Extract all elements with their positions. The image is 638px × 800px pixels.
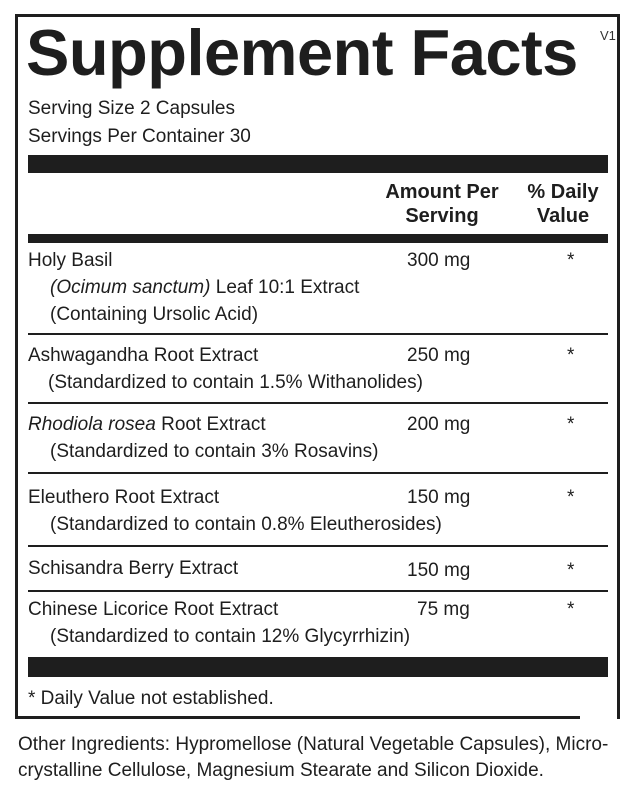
ingredient-dv: * (567, 345, 575, 366)
ingredient-amount: 200 mg (407, 414, 471, 435)
ingredient-amount: 150 mg (407, 560, 471, 581)
ingredient-source (50, 277, 359, 299)
ingredient-dv: * (567, 487, 575, 508)
ingredient-note: (Standardized to contain 3% Rosavins) (50, 441, 379, 462)
ingredient-note: (Containing Ursolic Acid) (50, 304, 259, 325)
other-ingredients (18, 732, 630, 784)
ingredient-note: (Standardized to contain 0.8% Eleutherosides) (50, 514, 442, 535)
row-divider (28, 590, 608, 592)
ingredient-name: Eleuthero Root Extract (28, 487, 220, 508)
row-divider (28, 472, 608, 474)
ingredient-dv: * (567, 560, 575, 581)
ingredient-amount: 300 mg (407, 250, 471, 271)
ingredient-name: Ashwagandha Root Extract (28, 345, 259, 366)
ingredient-name: Chinese Licorice Root Extract (28, 599, 279, 620)
amount-header-line2: Serving (405, 205, 479, 227)
latin-name: (Ocimum sanctum) (50, 277, 211, 298)
daily-value-footnote: * Daily Value not established. (28, 688, 274, 709)
dv-header-line1: % Daily (527, 181, 599, 203)
thick-divider-top (28, 155, 608, 173)
ingredient-dv: * (567, 250, 575, 271)
amount-header-line1: Amount Per (385, 181, 499, 203)
thick-divider-bottom (28, 657, 608, 677)
row-divider (28, 402, 608, 404)
amount-per-serving-header (372, 180, 512, 228)
row-divider (28, 545, 608, 547)
ingredient-part: Root Extract (155, 414, 266, 435)
ingredient-amount: 75 mg (417, 599, 470, 620)
panel-bottom-border (15, 716, 580, 719)
row-divider (28, 333, 608, 335)
ingredient-name (28, 414, 266, 436)
ingredient-note: (Standardized to contain 12% Glycyrrhizin) (50, 626, 411, 647)
ingredient-note: (Standardized to contain 1.5% Withanolides) (48, 372, 423, 393)
ingredient-dv: * (567, 599, 575, 620)
ingredient-amount: 150 mg (407, 487, 471, 508)
ingredient-name: Schisandra Berry Extract (28, 558, 239, 579)
other-ingredients-line1: Other Ingredients: Hypromellose (Natural Vegetable Capsules), Micro- (18, 734, 609, 755)
medium-divider (28, 234, 608, 243)
version-label: V1 (600, 28, 616, 43)
serving-size: Serving Size 2 Capsules (28, 98, 235, 119)
dv-header-line2: Value (536, 205, 590, 227)
latin-name: Rhodiola rosea (28, 414, 156, 435)
other-ingredients-line2: crystalline Cellulose, Magnesium Stearate and Silicon Dioxide. (18, 760, 544, 781)
daily-value-header (515, 180, 611, 228)
panel-title: Supplement Facts (26, 16, 578, 89)
ingredient-part: Leaf 10:1 Extract (210, 277, 360, 298)
ingredient-dv: * (567, 414, 575, 435)
ingredient-name: Holy Basil (28, 250, 113, 271)
ingredient-amount: 250 mg (407, 345, 471, 366)
servings-per-container: Servings Per Container 30 (28, 126, 251, 147)
